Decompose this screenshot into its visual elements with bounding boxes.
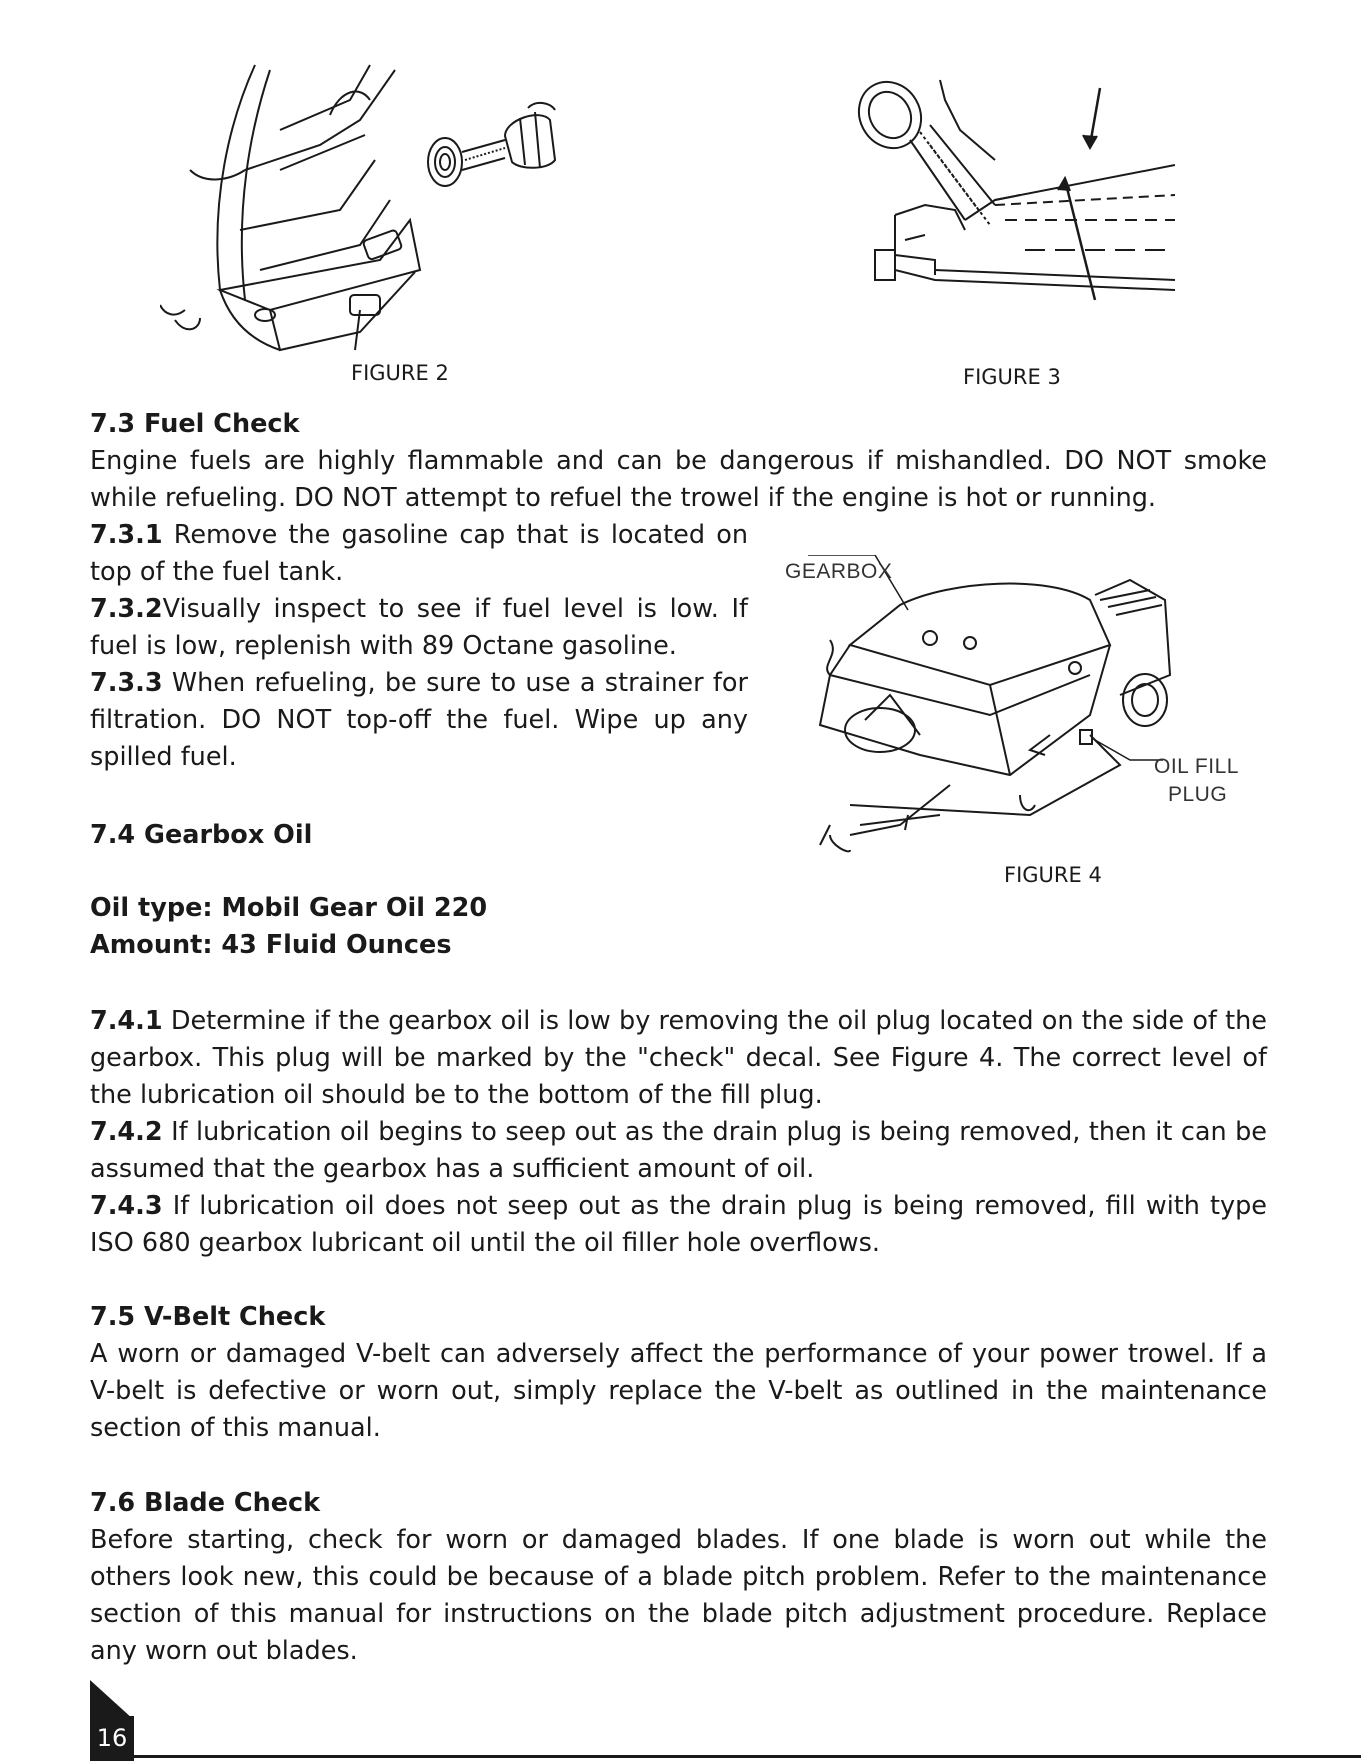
paragraph-text: If lubrication oil does not seep out as the drain plug is being removed, fill with type ISO 680 gearbox lubricant oil until the oil filler hole overflows. bbox=[90, 1191, 1267, 1258]
oil-fill-plug-label-line2: PLUG bbox=[1168, 783, 1228, 806]
paragraph-text: If lubrication oil begins to seep out as the drain plug is being removed, then it can be assumed that the gearbox has a sufficient amount of oil. bbox=[90, 1117, 1267, 1184]
paragraph-number: 7.3.3 bbox=[90, 668, 163, 698]
page-number: 16 bbox=[90, 1716, 134, 1761]
paragraph-text: Determine if the gearbox oil is low by removing the oil plug located on the side of the gearbox. This plug will be marked by the "check" decal. See Figure 4. The correct level of the lubrication oil should be to the bottom of the fill plug. bbox=[90, 1006, 1267, 1110]
section-7-5-heading: 7.5 V-Belt Check bbox=[90, 1302, 326, 1332]
oil-amount-line: Amount: 43 Fluid Ounces bbox=[90, 930, 452, 960]
oil-fill-plug-label-line1: OIL FILL bbox=[1154, 755, 1239, 778]
section-7-4-heading: 7.4 Gearbox Oil bbox=[90, 820, 313, 850]
figure-2-illustration bbox=[160, 60, 640, 370]
paragraph-number: 7.4.3 bbox=[90, 1191, 163, 1221]
paragraph-text: When refueling, be sure to use a strainer for filtration. DO NOT top-off the fuel. Wipe up any spilled fuel. bbox=[90, 668, 748, 772]
section-7-3-1-paragraph bbox=[90, 517, 748, 591]
oil-type-line: Oil type: Mobil Gear Oil 220 bbox=[90, 893, 488, 923]
figure-4-caption: FIGURE 4 bbox=[1004, 863, 1102, 887]
section-7-3-3-paragraph bbox=[90, 665, 748, 776]
paragraph-number: 7.4.2 bbox=[90, 1117, 163, 1147]
figure-3-illustration bbox=[845, 70, 1175, 310]
section-7-6-heading: 7.6 Blade Check bbox=[90, 1488, 321, 1518]
section-7-5-paragraph: A worn or damaged V-belt can adversely affect the performance of your power trowel. If a V-belt is defective or worn out, simply replace the V-belt as outlined in the maintenance section of this manual. bbox=[90, 1339, 1267, 1443]
section-7-4-1-paragraph bbox=[90, 1003, 1267, 1114]
figure-2-caption: FIGURE 2 bbox=[351, 361, 449, 385]
figure-3-caption: FIGURE 3 bbox=[963, 365, 1061, 389]
paragraph-text: Remove the gasoline cap that is located on top of the fuel tank. bbox=[90, 520, 748, 587]
section-7-4-3-paragraph bbox=[90, 1188, 1267, 1262]
paragraph-number: 7.3.2 bbox=[90, 594, 163, 624]
gearbox-label: GEARBOX bbox=[785, 560, 893, 583]
section-7-3-intro: Engine fuels are highly flammable and can be dangerous if mishandled. DO NOT smoke while refueling. DO NOT attempt to refuel the trowel if the engine is hot or running. bbox=[90, 446, 1267, 513]
section-7-3-2-paragraph bbox=[90, 591, 748, 665]
paragraph-number: 7.4.1 bbox=[90, 1006, 163, 1036]
paragraph-number: 7.3.1 bbox=[90, 520, 163, 550]
bottom-rule bbox=[90, 1755, 1361, 1758]
section-7-3-heading: 7.3 Fuel Check bbox=[90, 409, 300, 439]
figure-4-illustration bbox=[790, 555, 1210, 885]
section-7-6-paragraph: Before starting, check for worn or damaged blades. If one blade is worn out while the others look new, this could be because of a blade pitch problem. Refer to the maintenance section of this manual for instructions on the blade pitch adjustment procedure. Replace any worn out blades. bbox=[90, 1525, 1267, 1666]
paragraph-text: Visually inspect to see if fuel level is low. If fuel is low, replenish with 89 Octane gasoline. bbox=[90, 594, 748, 661]
section-7-4-2-paragraph bbox=[90, 1114, 1267, 1188]
